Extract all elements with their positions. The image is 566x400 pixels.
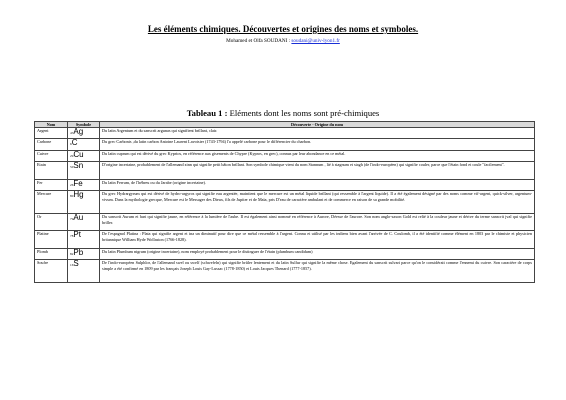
symbol-text: C (71, 138, 78, 148)
atomic-number: 50 (70, 165, 74, 170)
symbol-text: Au (73, 213, 84, 223)
atomic-number: 82 (70, 252, 74, 257)
symbol-text: Fe (73, 179, 83, 189)
element-name: Fer (35, 180, 68, 191)
atomic-number: 26 (70, 183, 74, 188)
element-symbol (68, 214, 100, 231)
element-origin: Du grec Carbonis ,du latin carbon Antoine Laurent Lavoisier (1743-1794) l'a appelé carbone pour le différencier du charbon. (100, 139, 535, 151)
table-row (35, 180, 535, 191)
table-row (35, 231, 535, 249)
element-name: Cuivre (35, 151, 68, 162)
atomic-number: 80 (70, 194, 74, 199)
element-name: Etain (35, 162, 68, 180)
element-origin: Du latin Ferrum, de l'hébreu ou du Jarabe (origine incertaine). (100, 180, 535, 191)
symbol-text: Cu (73, 150, 84, 160)
table-caption-label: Tableau 1 : (186, 108, 228, 118)
column-header-origin: Découverte - Origine du nom (100, 122, 535, 128)
element-name: Soufre (35, 260, 68, 283)
symbol-text: Sn (73, 161, 84, 171)
element-symbol (68, 249, 100, 260)
symbol-text: Pt (73, 230, 81, 240)
symbol-text: S (73, 259, 79, 269)
atomic-number: 78 (70, 234, 74, 239)
elements-table (34, 121, 535, 283)
document-title: Les éléments chimiques. Découvertes et origines des noms et symboles. (147, 24, 419, 34)
element-symbol (68, 260, 100, 283)
element-name: Carbone (35, 139, 68, 151)
element-origin: De l'espagnol Platina : Plata qui signifie argent et ina un diminutif pour dire que ce métal ressemble à l'argent. Connu et utilisé par les indiens bien avant l'arrivée de C. Coulomb, il a été identifié comme élément en 1803 par le chimiste et physicien britannique William Hyde Wollaston (1766-1828). (100, 231, 535, 249)
atomic-number: 6 (70, 142, 72, 147)
element-name: Platine (35, 231, 68, 249)
element-name: Argent (35, 128, 68, 139)
element-name: Mercure (35, 191, 68, 214)
column-header-symbol: Symbole (68, 122, 100, 128)
element-name: Plomb (35, 249, 68, 260)
table-row (35, 128, 535, 139)
atomic-number: 16 (70, 263, 74, 268)
authors-names: Mohamed et Olfa SOUDANI : (226, 38, 291, 44)
symbol-text: Ag (73, 127, 84, 137)
authors-line (0, 38, 566, 44)
atomic-number: 47 (70, 131, 74, 136)
element-origin: Du grec Hydrargyrum qui est dérivé de hydro-argyros qui signifie eau argentée, maintient que le mercure est un métal liquide brillant (qui ressemble à l'argent liquide). Il a été également désigné par des noms comme vif-argent, quick-silver, argentum-vivum. Dans la mythologie grecque, Mercure est le Messager des Dieux, fils de Jupiter et de Maïa, pris D'eau de caractère ambulant et de commerce en raison de sa grande mobilité. (100, 191, 535, 214)
column-header-name: Nom (35, 122, 68, 128)
element-origin: Du sanscrit Aurum et hari qui signifie jaune, en référence à la lumière de l'aube. Il est également ainsi nommé en référence à Aurore, Déesse de l'aurore. Son nom anglo-saxon Gold est relié à la couleur jaune et dérive du terme sanscrit jval qui signifie briller. (100, 214, 535, 231)
element-symbol (68, 162, 100, 180)
element-symbol (68, 231, 100, 249)
table-row (35, 214, 535, 231)
element-symbol (68, 139, 100, 151)
atomic-number: 79 (70, 217, 74, 222)
element-origin: De l'indo-européen Sulphlor, de l'allemand swel ou swelf (schwefeln) qui signifie brûler lentement et du latin Sulfur qui signifie la même chose. Egalement du sanscrit sulvari parce qu'on le considérait comme l'ennemi du cuivre. Son caractère de corps simple a été confirmé en 1809 par les français Joseph Louis Gay-Lussac (1778-1850) et Louis Jacques Thenard (1777-1857). (100, 260, 535, 283)
table-row (35, 260, 535, 283)
element-origin: D'origine incertaine, probablement de l'allemand zinn qui signifie petit bâton brillant. Son symbole chimique vient du nom Stannum , lié à stagnum et stagh (de l'indo-européen) qui signifie couler, parce que l'étain fond et coule "facilement". (100, 162, 535, 180)
element-name: Or (35, 214, 68, 231)
table-row (35, 162, 535, 180)
element-origin: Du latin cuprum qui est dérivé du grec Kyprios, en référence aux gisements de Chypre (Kypros, en grec), connus par leur abondance en ce métal. (100, 151, 535, 162)
table-row (35, 191, 535, 214)
element-origin: Du latin Plumbum nigrum (origine incertaine), nom employé probablement pour le distinguer de l'étain (plumbum candidum) (100, 249, 535, 260)
symbol-text: Hg (73, 190, 84, 200)
element-origin: Du latin Argentum et du sanscrit argunas qui signifient brillant, clair. (100, 128, 535, 139)
table-row (35, 151, 535, 162)
table-row (35, 249, 535, 260)
atomic-number: 29 (70, 154, 74, 159)
element-symbol (68, 191, 100, 214)
element-symbol (68, 180, 100, 191)
table-caption-text: Eléments dont les noms sont pré-chimiques (229, 108, 380, 118)
table-caption (0, 108, 566, 118)
element-symbol (68, 151, 100, 162)
element-symbol (68, 128, 100, 139)
author-email-link[interactable]: soudani@univ-lyon1.fr (291, 38, 340, 44)
symbol-text: Pb (73, 248, 84, 258)
table-row (35, 139, 535, 151)
